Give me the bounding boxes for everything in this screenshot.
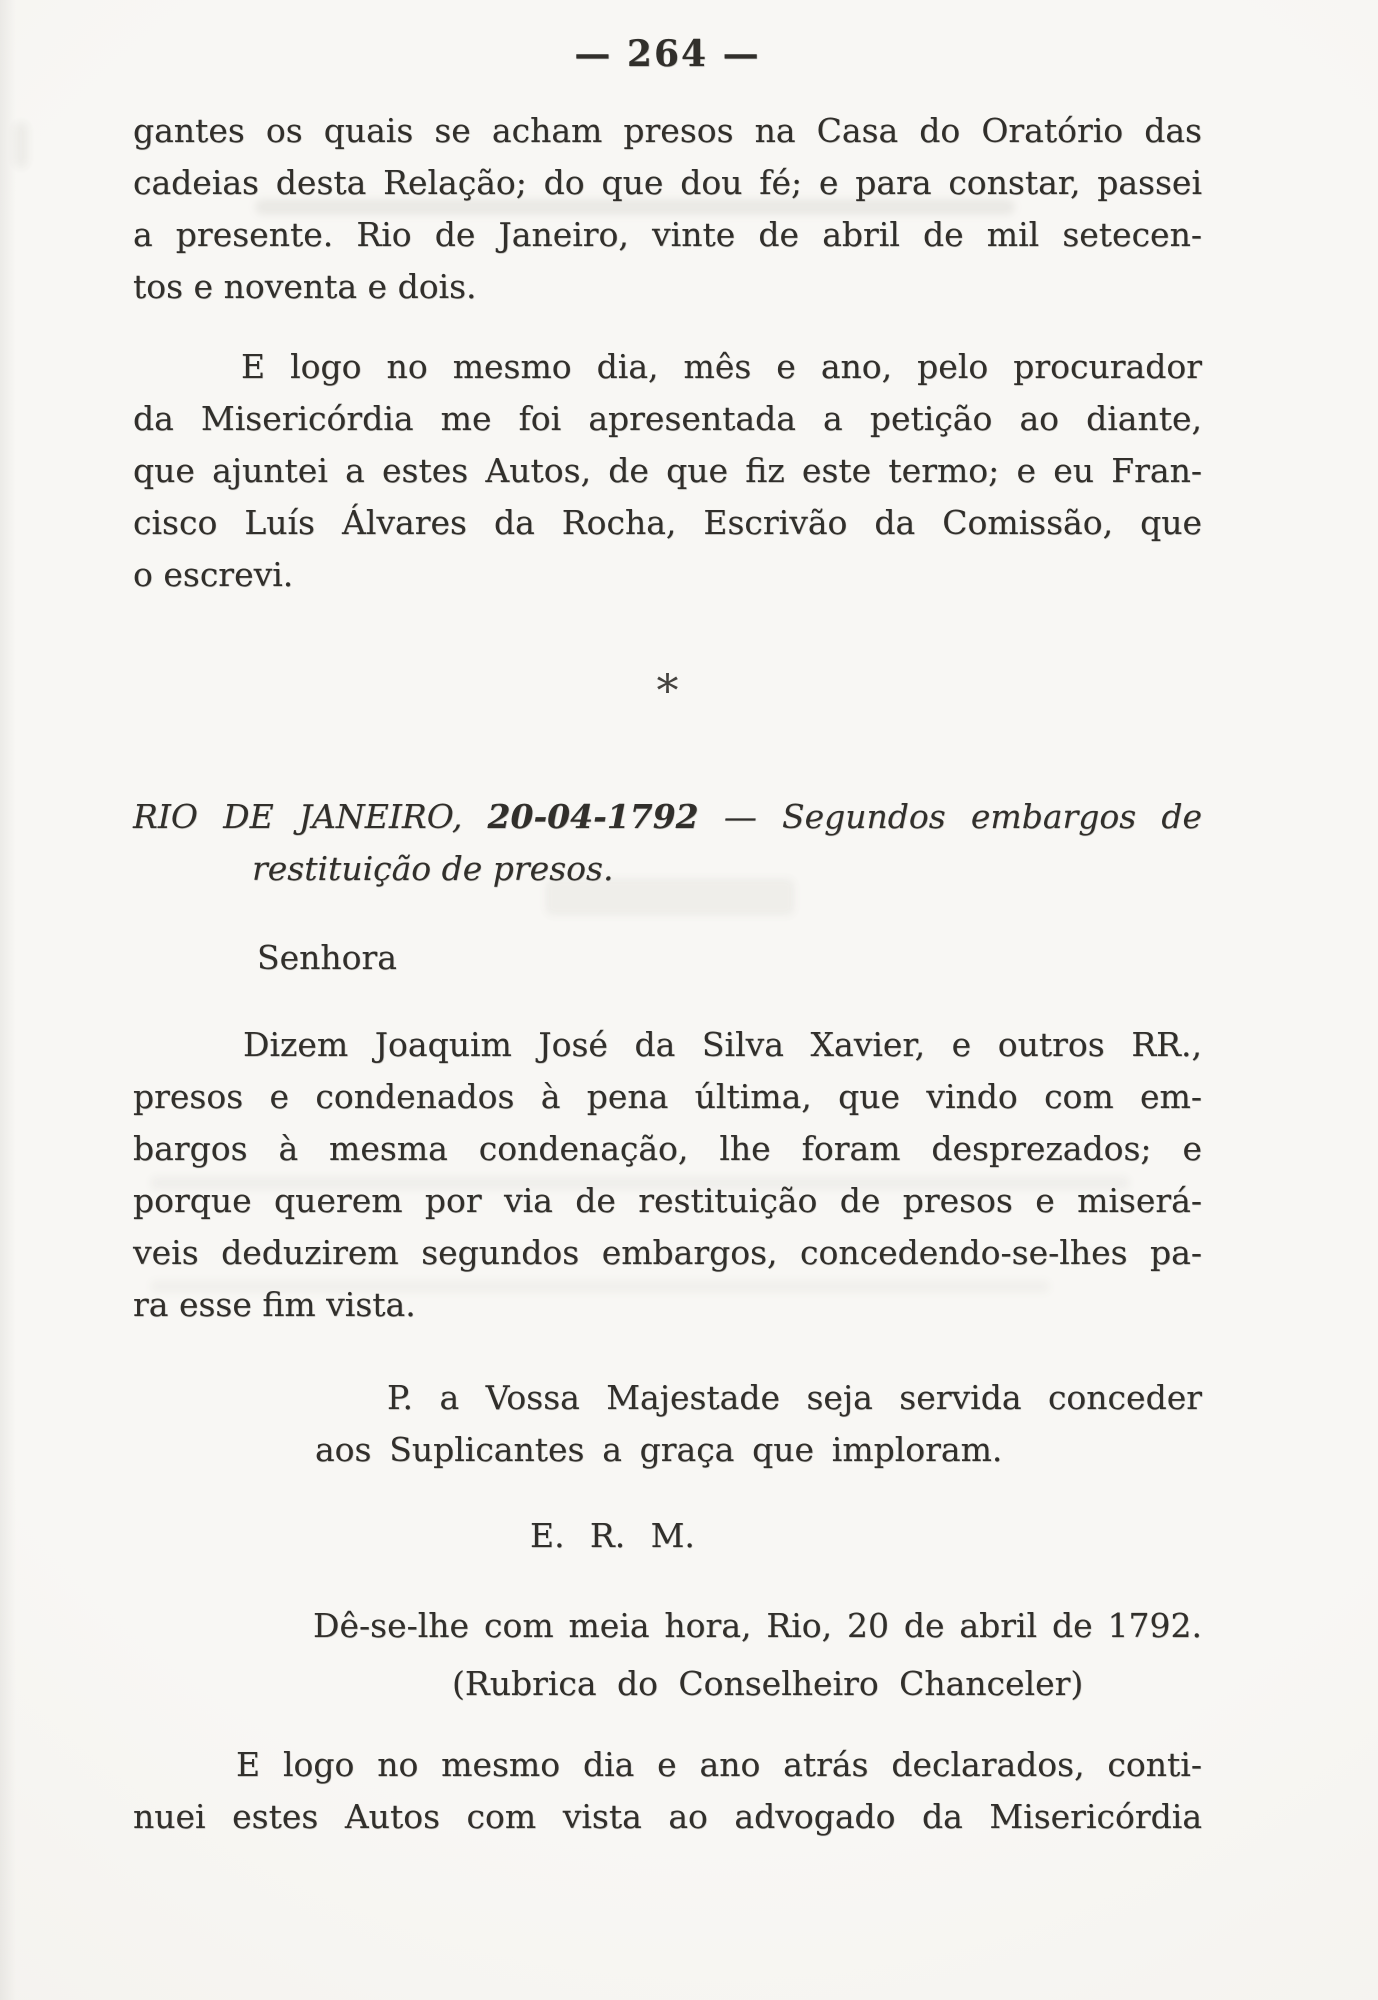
text-line: veis deduzirem segundos embargos, concedendo-se-lhes pa-: [133, 1233, 1202, 1272]
text-line: que ajuntei a estes Autos, de que fiz este termo; e eu Fran-: [133, 451, 1202, 490]
text-line: E logo no mesmo dia e ano atrás declarados, conti-: [236, 1745, 1202, 1784]
text-line: P. a Vossa Majestade seja servida conceder: [387, 1378, 1202, 1417]
text-line: gantes os quais se acham presos na Casa do Oratório das: [133, 111, 1202, 150]
erm-formula: [133, 1510, 1202, 1562]
text-line: cadeias desta Relação; do que dou fé; e para constar, passei: [133, 163, 1202, 202]
heading-place: RIO DE JANEIRO,: [133, 797, 463, 836]
heading-title: — Segundos embargos de: [723, 797, 1203, 836]
text-line: Senhora: [257, 938, 397, 977]
text-line: da Misericórdia me foi apresentada a petição ao diante,: [133, 399, 1202, 438]
scan-artifact: [14, 122, 28, 168]
text-line: o escrevi.: [133, 555, 294, 594]
text-line: tos e noventa e dois.: [133, 267, 477, 306]
rubric: [133, 1658, 1202, 1710]
paragraph-continuation: [133, 105, 1202, 313]
page-number: — 264 —: [574, 33, 761, 75]
text-line: nuei estes Autos com vista ao advogado da Misericórdia: [133, 1797, 1202, 1836]
petition-close: [133, 1372, 1202, 1476]
text-line: Dê-se-lhe com meia hora, Rio, 20 de abril de 1792.: [313, 1606, 1202, 1645]
text-line: cisco Luís Álvares da Rocha, Escrivão da Comissão, que: [133, 503, 1202, 542]
heading-line: [133, 791, 1202, 843]
heading-line: restituição de presos.: [252, 849, 614, 888]
paragraph-final: [133, 1739, 1202, 1843]
text-line: E logo no mesmo dia, mês e ano, pelo procurador: [241, 347, 1202, 386]
paragraph-termo: [133, 341, 1202, 601]
paragraph-peticao: [133, 1019, 1202, 1331]
text-line: (Rubrica do Conselheiro Chanceler): [452, 1664, 1084, 1703]
document-heading: [133, 791, 1202, 895]
salutation: [133, 932, 1202, 984]
text-line: E. R. M.: [530, 1516, 695, 1555]
text-line: aos Suplicantes a graça que imploram.: [315, 1430, 1003, 1469]
section-separator-asterisk: *: [656, 666, 679, 717]
scan-edge-shading: [0, 0, 16, 2000]
heading-date: 20-04-1792: [487, 797, 699, 836]
text-line: ra esse fim vista.: [133, 1285, 416, 1324]
text-line: bargos à mesma condenação, lhe foram desprezados; e: [133, 1129, 1202, 1168]
text-line: Dizem Joaquim José da Silva Xavier, e outros RR.,: [243, 1025, 1202, 1064]
text-line: presos e condenados à pena última, que vindo com em-: [133, 1077, 1202, 1116]
text-line: a presente. Rio de Janeiro, vinte de abril de mil setecen-: [133, 215, 1202, 254]
dispatch: [133, 1600, 1202, 1652]
text-line: porque querem por via de restituição de presos e miserá-: [133, 1181, 1202, 1220]
